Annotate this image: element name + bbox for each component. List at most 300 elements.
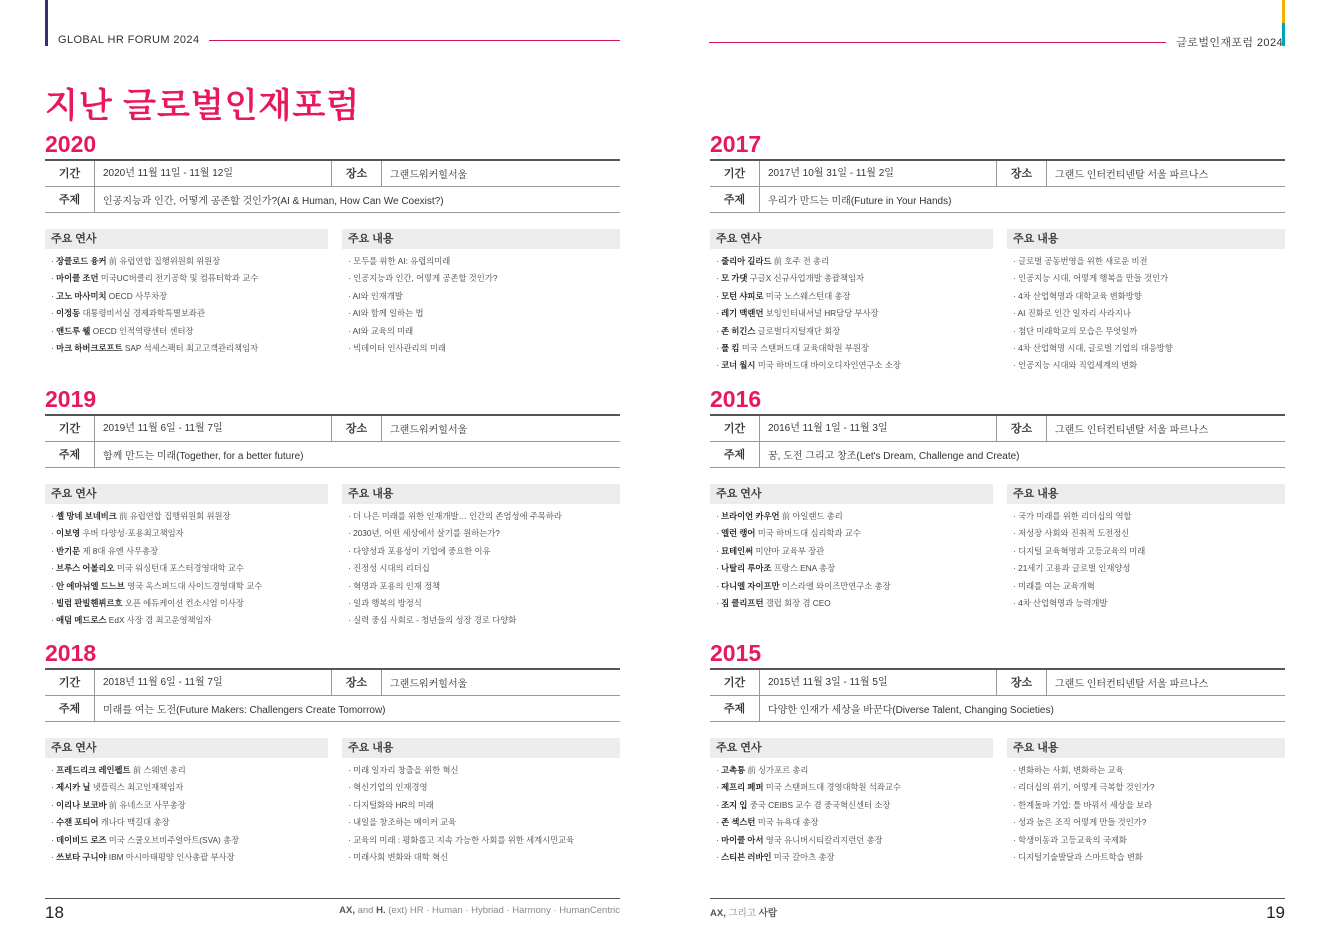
content-item: · 내일을 창조하는 메이커 교육	[348, 817, 457, 828]
footer-bold-h: H.	[376, 905, 386, 916]
speaker-desc: 前 유럽연합 집행위원회 위원장	[119, 511, 231, 521]
speaker-desc: OECD 인적역량센터 센터장	[92, 325, 194, 336]
contents-list	[342, 762, 620, 866]
contents-list	[1007, 508, 1285, 612]
speaker-desc: 갤럽 회장 겸 CEO	[765, 597, 831, 608]
theme-value: 우리가 만드는 미래(Future in Your Hands)	[768, 196, 952, 207]
speaker-item: · 모턴 샤피로 미국 노스웨스턴대 총장	[716, 290, 851, 301]
footer-bold-ax: AX,	[339, 905, 355, 916]
contents-list	[342, 508, 620, 630]
speaker-item: · 프레드리크 레인펠트 前 스웨덴 총리	[51, 765, 186, 775]
content-text: 저성장 사회와 진취적 도전정신	[1018, 528, 1130, 539]
footer-text	[710, 905, 777, 919]
period-value: 2015년 11월 3일 - 11월 5일	[760, 670, 997, 695]
contents-column	[342, 738, 620, 866]
content-item: · 4차 산업혁명과 능력개발	[1013, 597, 1108, 608]
content-text: 성과 높은 조직 어떻게 만들 것인가?	[1018, 817, 1147, 828]
speaker-name: 모 가댓	[721, 273, 748, 284]
content-text: 혁명과 포용의 인재 정책	[353, 580, 441, 591]
speaker-name: 나탈리 루아조	[721, 563, 772, 574]
speakers-list	[45, 253, 328, 357]
speaker-name: 이보영	[56, 528, 81, 539]
running-head-rule	[709, 42, 1166, 43]
speaker-item: · 존 섹스턴 미국 뉴욕대 총장	[716, 817, 819, 828]
speaker-item: · 이리나 보코바 前 유네스코 사무총장	[51, 799, 186, 810]
content-item: · 학생이동과 고등교육의 국제화	[1013, 834, 1127, 845]
content-text: 내일을 창조하는 메이커 교육	[353, 817, 457, 828]
info-row-period	[45, 416, 620, 442]
content-item: · 첨단 미래학교의 모습은 무엇일까	[1013, 325, 1138, 336]
speaker-name: 존 히긴스	[721, 325, 756, 336]
speaker-name: 줄리아 길라드	[721, 256, 772, 266]
speaker-desc: EdX 사장 겸 최고운영책임자	[108, 615, 212, 626]
period-label: 기간	[710, 161, 760, 186]
content-item: · 미래 일자리 창출을 위한 혁신	[348, 765, 459, 775]
speaker-desc: 영국 옥스퍼드대 사이드경영대학 교수	[127, 580, 263, 591]
page-number: 18	[45, 903, 64, 922]
content-text: 일과 행복의 방정식	[353, 597, 422, 608]
speaker-item: · 엘런 랭어 미국 하버드대 심리학과 교수	[716, 528, 861, 539]
period-label: 기간	[45, 670, 95, 695]
period-value: 2018년 11월 6일 - 11월 7일	[95, 670, 332, 695]
venue-value: 그랜드워커힐서울	[390, 170, 468, 181]
speaker-item: · 레기 맥랜던 보잉인터내셔널 HR담당 부사장	[716, 308, 879, 319]
speaker-name: 레기 맥랜던	[721, 308, 764, 319]
content-item: · 모두를 위한 AI: 유럽의미래	[348, 256, 451, 266]
theme-label: 주제	[710, 442, 760, 467]
speaker-name: 장클로드 융커	[56, 256, 107, 266]
content-item: · 일과 행복의 방정식	[348, 597, 422, 608]
content-text: 4차 산업혁명과 대학교육 변화방향	[1018, 290, 1142, 301]
content-text: 4차 산업혁명 시대, 글로벌 기업의 대응방향	[1018, 342, 1173, 353]
speaker-name: 프레드리크 레인펠트	[56, 765, 131, 775]
period-label: 기간	[45, 416, 95, 441]
speaker-item: · 고촉통 前 싱가포르 총리	[716, 765, 809, 775]
speaker-name: 마이클 조던	[56, 273, 99, 284]
speaker-desc: 영국 유니버시티칼리지런던 총장	[765, 834, 883, 845]
content-item: · 빅데이터 인사관리의 미래	[348, 342, 446, 353]
venue-label: 장소	[997, 416, 1047, 441]
speakers-column	[45, 229, 328, 357]
content-text: 미래 일자리 창출을 위한 혁신	[353, 765, 459, 775]
speaker-desc: SAP 석세스팩터 최고고객관리책임자	[124, 342, 259, 353]
content-item: · 리더십의 위기, 어떻게 극복할 것인가?	[1013, 782, 1155, 793]
speakers-header: 주요 연사	[710, 484, 993, 504]
speaker-name: 마크 하버크로프트	[56, 342, 123, 353]
year-heading: 2016	[710, 386, 762, 412]
speaker-item: · 마이클 조던 미국UC버클리 전기공학 및 컴퓨터학과 교수	[51, 273, 259, 284]
detail-columns	[710, 229, 1285, 375]
venue-label: 장소	[332, 416, 382, 441]
speaker-name: 조지 입	[721, 799, 748, 810]
speakers-column	[710, 738, 993, 866]
detail-columns	[45, 229, 620, 357]
footer-and: and	[357, 905, 374, 916]
speaker-desc: 중국 CEIBS 교수 겸 중국혁신센터 소장	[749, 799, 891, 810]
speaker-item: · 제프리 페퍼 미국 스탠퍼드대 경영대학원 석좌교수	[716, 782, 901, 793]
content-text: AI와 인재개발	[352, 290, 403, 301]
speaker-name: 셸 망네 보네비크	[56, 511, 117, 521]
accent-bar	[45, 0, 48, 46]
content-text: 인공지능 시대, 어떻게 행복을 만들 것인가	[1018, 273, 1169, 284]
info-row-period	[45, 161, 620, 187]
content-item: · 미래사회 변화와 대학 혁신	[348, 851, 449, 862]
year-heading: 2015	[710, 640, 762, 666]
footer-rule	[710, 898, 1285, 899]
info-row-period	[710, 670, 1285, 696]
footer-bold-people: 사람	[758, 908, 778, 919]
year-heading: 2017	[710, 131, 762, 157]
content-text: 첨단 미래학교의 모습은 무엇일까	[1018, 325, 1138, 336]
speaker-name: 고노 마사미치	[56, 290, 107, 301]
theme-label: 주제	[710, 187, 760, 212]
running-head	[709, 34, 1283, 50]
content-item: · 미래를 여는 교육개혁	[1013, 580, 1095, 591]
speaker-item: · 셸 망네 보네비크 前 유럽연합 집행위원회 위원장	[51, 511, 231, 521]
detail-columns	[710, 738, 1285, 866]
year-heading: 2018	[45, 640, 97, 666]
contents-column	[1007, 484, 1285, 612]
speaker-item: · 반기문 제 8대 유엔 사무총장	[51, 545, 159, 556]
footer-mid: 그리고	[728, 908, 757, 919]
content-item: · 국가 미래를 위한 리더십의 역할	[1013, 511, 1132, 521]
content-item: · AI와 함께 일하는 법	[348, 308, 424, 319]
info-row-theme	[45, 187, 620, 213]
speaker-item: · 스티븐 러바인 미국 갈아츠 총장	[716, 851, 835, 862]
speaker-name: 스티븐 러바인	[721, 851, 772, 862]
venue-label: 장소	[332, 670, 382, 695]
footer-text	[339, 905, 620, 916]
speaker-item: · 쓰보타 구니야 IBM 아시아태평양 인사총괄 부사장	[51, 851, 235, 862]
info-table	[45, 414, 620, 468]
speaker-item: · 이보영 우버 다양성·포용최고책임자	[51, 528, 184, 539]
speaker-desc: 미국 스탠퍼드대 경영대학원 석좌교수	[765, 782, 901, 793]
speaker-item: · 장클로드 융커 前 유럽연합 집행위원회 위원장	[51, 256, 221, 266]
info-row-theme	[710, 187, 1285, 213]
speakers-column	[45, 484, 328, 630]
content-text: 21세기 고용과 글로벌 인재양성	[1018, 563, 1131, 574]
speaker-name: 앤드루 웰	[56, 325, 91, 336]
running-head-text: 글로벌인재포럼 2024	[1176, 37, 1283, 49]
speaker-name: 데이비드 로즈	[56, 834, 107, 845]
speaker-desc: OECD 사무차장	[108, 290, 168, 301]
speaker-desc: 미국 스탠퍼드대 교육대학원 부원장	[741, 342, 869, 353]
speaker-item: · 브라이언 카우언 前 아일랜드 총리	[716, 511, 843, 521]
speaker-desc: 미국 하버드대 바이오디자인연구소 소장	[757, 360, 901, 371]
info-row-period	[710, 416, 1285, 442]
info-row-theme	[710, 696, 1285, 722]
speakers-list	[45, 508, 328, 630]
content-item: · 실력 중심 사회로 - 청년들의 성장 경로 다양화	[348, 615, 517, 626]
speaker-item: · 애덤 메드로스 EdX 사장 겸 최고운영책임자	[51, 615, 212, 626]
speaker-item: · 제시카 닐 넷플릭스 최고인재책임자	[51, 782, 184, 793]
contents-column	[342, 229, 620, 357]
content-item: · 변화하는 사회, 변화하는 교육	[1013, 765, 1124, 775]
theme-label: 주제	[710, 696, 760, 721]
speakers-column	[710, 484, 993, 612]
detail-columns	[45, 484, 620, 630]
venue-label: 장소	[332, 161, 382, 186]
speaker-name: 폴 킴	[721, 342, 740, 353]
speaker-desc: 前 유네스코 사무총장	[108, 799, 186, 810]
year-section-2019	[45, 386, 620, 630]
speaker-desc: 미국 하버드대 심리학과 교수	[757, 528, 861, 539]
speaker-item: · 마크 하버크로프트 SAP 석세스팩터 최고고객관리책임자	[51, 342, 259, 353]
footer-bold-ax: AX,	[710, 908, 726, 919]
speaker-item: · 수잰 포티어 캐나다 맥길대 총장	[51, 817, 170, 828]
speaker-desc: 이스라엘 와이즈만연구소 총장	[781, 580, 891, 591]
content-item: · 21세기 고용과 글로벌 인재양성	[1013, 563, 1131, 574]
page-number: 19	[1266, 903, 1285, 922]
content-text: 모두를 위한 AI: 유럽의미래	[353, 256, 451, 266]
theme-value: 꿈, 도전 그리고 창조(Let's Dream, Challenge and Create)	[768, 451, 1020, 462]
speaker-item: · 고노 마사미치 OECD 사무차장	[51, 290, 168, 301]
contents-column	[1007, 229, 1285, 375]
contents-column	[1007, 738, 1285, 866]
speaker-desc: 프랑스 ENA 총장	[773, 563, 836, 574]
speaker-item: · 앤드루 웰 OECD 인적역량센터 센터장	[51, 325, 194, 336]
period-value: 2017년 10월 31일 - 11월 2일	[760, 161, 997, 186]
speaker-item: · 나탈리 루아조 프랑스 ENA 총장	[716, 563, 836, 574]
speaker-item: · 조지 입 중국 CEIBS 교수 겸 중국혁신센터 소장	[716, 799, 891, 810]
content-text: 변화하는 사회, 변화하는 교육	[1018, 765, 1124, 775]
speakers-header: 주요 연사	[710, 738, 993, 758]
speaker-name: 수잰 포티어	[56, 817, 99, 828]
content-item: · 한계돌파 기업: 틀 바꿔서 세상을 보라	[1013, 799, 1153, 810]
year-section-2017	[710, 131, 1285, 375]
content-text: 디지털기술발달과 스마트학습 변화	[1018, 851, 1143, 862]
info-table	[45, 159, 620, 213]
contents-header: 주요 내용	[342, 484, 620, 504]
content-item: · 4차 산업혁명과 대학교육 변화방향	[1013, 290, 1142, 301]
contents-header: 주요 내용	[1007, 229, 1285, 249]
footer-rule	[45, 898, 620, 899]
info-row-theme	[710, 442, 1285, 468]
contents-header: 주요 내용	[342, 229, 620, 249]
contents-column	[342, 484, 620, 630]
content-text: 한계돌파 기업: 틀 바꿔서 세상을 보라	[1018, 799, 1153, 810]
speaker-desc: 캐나다 맥길대 총장	[100, 817, 170, 828]
content-text: 리더십의 위기, 어떻게 극복할 것인가?	[1018, 782, 1155, 793]
content-item: · 2030년, 어떤 세상에서 살기를 원하는가?	[348, 528, 500, 539]
theme-label: 주제	[45, 696, 95, 721]
content-item: · AI와 교육의 미래	[348, 325, 414, 336]
content-item: · 글로벌 공동번영을 위한 새로운 비전	[1013, 256, 1148, 266]
speaker-desc: 미국 뉴욕대 총장	[757, 817, 819, 828]
speaker-item: · 코너 월시 미국 하버드대 바이오디자인연구소 소장	[716, 360, 901, 371]
speaker-item: · 모 가댓 구글X 신규사업개발 총괄책임자	[716, 273, 865, 284]
speaker-item: · 빌럼 판빌헨뷔르흐 오픈 에듀케이션 컨소시엄 이사장	[51, 597, 244, 608]
content-text: 국가 미래를 위한 리더십의 역할	[1018, 511, 1132, 521]
period-label: 기간	[710, 670, 760, 695]
content-item: · 인공지능 시대와 직업세계의 변화	[1013, 360, 1138, 371]
content-item: · 혁명과 포용의 인재 정책	[348, 580, 441, 591]
venue-value: 그랜드 인터컨티넨탈 서울 파르나스	[1055, 170, 1209, 181]
content-text: 디지털 교육혁명과 고등교육의 미래	[1018, 545, 1146, 556]
content-item: · 성과 높은 조직 어떻게 만들 것인가?	[1013, 817, 1147, 828]
speaker-name: 제시카 닐	[56, 782, 91, 793]
content-text: 인공지능 시대와 직업세계의 변화	[1018, 360, 1138, 371]
period-label: 기간	[710, 416, 760, 441]
theme-value: 미래를 여는 도전(Future Makers: Challengers Create Tomorrow)	[103, 705, 386, 716]
content-text: 진정성 시대의 리더십	[353, 563, 430, 574]
speaker-desc: 제 8대 유엔 사무총장	[82, 545, 159, 556]
speaker-desc: 미국 스쿨오브비주얼아트(SVA) 총장	[108, 834, 240, 845]
speaker-name: 엘런 랭어	[721, 528, 756, 539]
info-row-period	[45, 670, 620, 696]
contents-header: 주요 내용	[1007, 484, 1285, 504]
speaker-desc: 구글X 신규사업개발 총괄책임자	[749, 273, 865, 284]
period-value: 2020년 11월 11일 - 11월 12일	[95, 161, 332, 186]
speaker-desc: 미국 워싱턴대 포스터경영대학 교수	[116, 563, 244, 574]
content-item: · 디지털기술발달과 스마트학습 변화	[1013, 851, 1143, 862]
content-item: · 인공지능 시대, 어떻게 행복을 만들 것인가	[1013, 273, 1169, 284]
content-text: 미래를 여는 교육개혁	[1018, 580, 1095, 591]
speaker-name: 애덤 메드로스	[56, 615, 107, 626]
venue-value: 그랜드 인터컨티넨탈 서울 파르나스	[1055, 425, 1209, 436]
speaker-desc: 넷플릭스 최고인재책임자	[92, 782, 184, 793]
info-row-theme	[45, 696, 620, 722]
content-item: · 더 나은 미래를 위한 인재개발… 인간의 존엄성에 주목하라	[348, 511, 562, 521]
speakers-header: 주요 연사	[710, 229, 993, 249]
content-item: · 저성장 사회와 진취적 도전정신	[1013, 528, 1130, 539]
content-item: · AI 진화로 인간 일자리 사라지나	[1013, 308, 1131, 319]
period-value: 2016년 11월 1일 - 11월 3일	[760, 416, 997, 441]
speaker-desc: 前 호주 전 총리	[773, 256, 830, 266]
contents-list	[1007, 762, 1285, 866]
content-item: · 인공지능과 인간, 어떻게 공존할 것인가?	[348, 273, 498, 284]
speakers-header: 주요 연사	[45, 484, 328, 504]
speaker-name: 안 에마뉘엘 드느브	[56, 580, 125, 591]
content-text: 더 나은 미래를 위한 인재개발… 인간의 존엄성에 주목하라	[353, 511, 562, 521]
content-item: · 혁신기업의 인재경영	[348, 782, 428, 793]
content-item: · 디지털화와 HR의 미래	[348, 799, 434, 810]
contents-list	[1007, 253, 1285, 375]
content-text: 빅데이터 인사관리의 미래	[353, 342, 446, 353]
speaker-item: · 짐 클리프턴 갤럽 회장 겸 CEO	[716, 597, 831, 608]
speaker-name: 존 섹스턴	[721, 817, 756, 828]
speaker-name: 반기문	[56, 545, 81, 556]
info-row-theme	[45, 442, 620, 468]
theme-label: 주제	[45, 187, 95, 212]
year-section-2016	[710, 386, 1285, 612]
content-text: 미래사회 변화와 대학 혁신	[353, 851, 449, 862]
contents-header: 주요 내용	[1007, 738, 1285, 758]
speaker-desc: 미국 노스웨스턴대 총장	[765, 290, 851, 301]
year-section-2018	[45, 640, 620, 866]
page-title: 지난 글로벌인재포럼	[45, 87, 361, 125]
content-item: · 진정성 시대의 리더십	[348, 563, 430, 574]
content-text: 인공지능과 인간, 어떻게 공존할 것인가?	[353, 273, 498, 284]
running-head-text: GLOBAL HR FORUM 2024	[58, 34, 200, 46]
info-row-period	[710, 161, 1285, 187]
speaker-desc: 미국 갈아츠 총장	[773, 851, 835, 862]
speaker-name: 코너 월시	[721, 360, 756, 371]
theme-label: 주제	[45, 442, 95, 467]
venue-value: 그랜드워커힐서울	[390, 425, 468, 436]
speaker-name: 쓰보타 구니야	[56, 851, 107, 862]
speaker-name: 제프리 페퍼	[721, 782, 764, 793]
content-text: AI와 함께 일하는 법	[352, 308, 424, 319]
speaker-desc: 前 유럽연합 집행위원회 위원장	[108, 256, 221, 266]
year-heading: 2020	[45, 131, 97, 157]
content-text: 혁신기업의 인재경영	[353, 782, 428, 793]
content-text: AI와 교육의 미래	[352, 325, 414, 336]
speaker-item: · 안 에마뉘엘 드느브 영국 옥스퍼드대 사이드경영대학 교수	[51, 580, 263, 591]
content-item: · 다양성과 포용성이 기업에 중요한 이유	[348, 545, 491, 556]
info-table	[45, 668, 620, 722]
speaker-desc: 우버 다양성·포용최고책임자	[82, 528, 184, 539]
speaker-desc: 前 스웨덴 총리	[132, 765, 186, 775]
content-text: 학생이동과 고등교육의 국제화	[1018, 834, 1127, 845]
speaker-item: · 데이비드 로즈 미국 스쿨오브비주얼아트(SVA) 총장	[51, 834, 240, 845]
detail-columns	[45, 738, 620, 866]
content-item: · 디지털 교육혁명과 고등교육의 미래	[1013, 545, 1146, 556]
content-item: · AI와 인재개발	[348, 290, 403, 301]
content-text: 4차 산업혁명과 능력개발	[1018, 597, 1108, 608]
speaker-item: · 줄리아 길라드 前 호주 전 총리	[716, 256, 830, 266]
right-page	[665, 0, 1330, 945]
speaker-name: 묘테인써	[721, 545, 754, 556]
speakers-list	[710, 253, 993, 375]
speaker-desc: 오픈 에듀케이션 컨소시엄 이사장	[124, 597, 244, 608]
content-text: 다양성과 포용성이 기업에 중요한 이유	[353, 545, 491, 556]
speaker-desc: 글로벌디지털재단 회장	[757, 325, 841, 336]
speakers-list	[710, 762, 993, 866]
contents-list	[342, 253, 620, 357]
venue-value: 그랜드 인터컨티넨탈 서울 파르나스	[1055, 679, 1209, 690]
speaker-item: · 마이클 아서 영국 유니버시티칼리지런던 총장	[716, 834, 883, 845]
period-value: 2019년 11월 6일 - 11월 7일	[95, 416, 332, 441]
speaker-item: · 이정동 대통령비서실 경제과학특별보좌관	[51, 308, 205, 319]
speaker-name: 다니엘 자이프만	[721, 580, 780, 591]
info-table	[710, 414, 1285, 468]
speaker-item: · 브루스 어볼리오 미국 워싱턴대 포스터경영대학 교수	[51, 563, 244, 574]
year-heading: 2019	[45, 386, 97, 412]
content-text: 2030년, 어떤 세상에서 살기를 원하는가?	[353, 528, 500, 539]
speaker-desc: 미국UC버클리 전기공학 및 컴퓨터학과 교수	[100, 273, 259, 284]
contents-header: 주요 내용	[342, 738, 620, 758]
year-section-2015	[710, 640, 1285, 866]
footer-rest: (ext) HR · Human · Hybriad · Harmony · HumanCentric	[388, 905, 620, 916]
speakers-header: 주요 연사	[45, 738, 328, 758]
content-text: AI 진화로 인간 일자리 사라지나	[1017, 308, 1131, 319]
speaker-item: · 폴 킴 미국 스탠퍼드대 교육대학원 부원장	[716, 342, 869, 353]
content-text: 교육의 미래 : 평화롭고 지속 가능한 사회를 위한 세계시민교육	[353, 834, 575, 845]
speaker-name: 빌럼 판빌헨뷔르흐	[56, 597, 123, 608]
speaker-item: · 존 히긴스 글로벌디지털재단 회장	[716, 325, 841, 336]
content-item: · 교육의 미래 : 평화롭고 지속 가능한 사회를 위한 세계시민교육	[348, 834, 575, 845]
speaker-name: 모턴 샤피로	[721, 290, 764, 301]
speaker-item: · 다니엘 자이프만 이스라엘 와이즈만연구소 총장	[716, 580, 891, 591]
speaker-name: 고촉통	[721, 765, 746, 775]
running-head-rule	[209, 40, 620, 41]
speakers-list	[710, 508, 993, 612]
info-table	[710, 159, 1285, 213]
venue-label: 장소	[997, 670, 1047, 695]
content-item: · 4차 산업혁명 시대, 글로벌 기업의 대응방향	[1013, 342, 1173, 353]
speakers-header: 주요 연사	[45, 229, 328, 249]
period-label: 기간	[45, 161, 95, 186]
speaker-name: 짐 클리프턴	[721, 597, 764, 608]
speaker-name: 브루스 어볼리오	[56, 563, 115, 574]
speaker-name: 마이클 아서	[721, 834, 764, 845]
speaker-desc: 대통령비서실 경제과학특별보좌관	[82, 308, 205, 319]
speaker-desc: 前 싱가포르 총리	[747, 765, 809, 775]
speakers-list	[45, 762, 328, 866]
speaker-name: 브라이언 카우언	[721, 511, 780, 521]
speaker-desc: 前 아일랜드 총리	[781, 511, 843, 521]
